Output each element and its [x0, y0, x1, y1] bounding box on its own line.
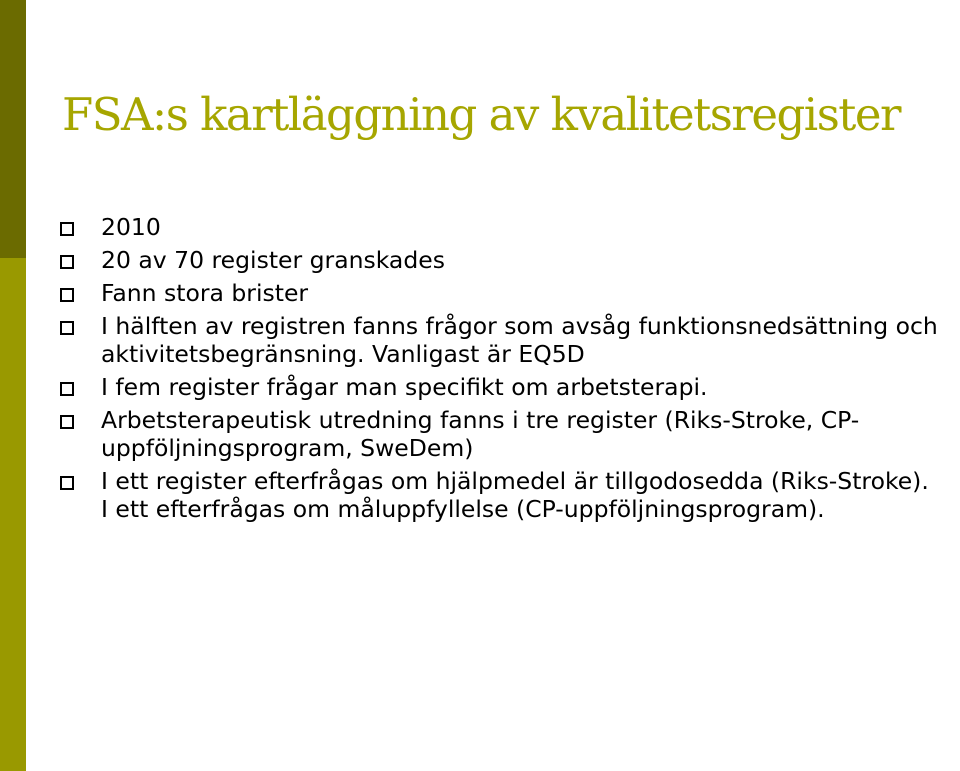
hollow-square-bullet-icon [60, 222, 74, 236]
bullet-item [60, 279, 940, 307]
slide-title: FSA:s kartläggning av kvalitetsregister [62, 88, 901, 141]
bullet-item [60, 246, 940, 274]
bullet-item [60, 467, 940, 523]
bullet-text: Fann stora brister [101, 279, 309, 307]
hollow-square-bullet-icon [60, 476, 74, 490]
bullet-item [60, 312, 940, 368]
bullet-text: I hälften av registren fanns frågor som avsåg funktionsnedsättning och aktivitetsbegränsning. Vanligast är EQ5D [101, 312, 938, 368]
bullet-text: Arbetsterapeutisk utredning fanns i tre register (Riks-Stroke, CP-uppföljningsprogram, SweDem) [101, 406, 860, 462]
bullet-text: I ett register efterfrågas om hjälpmedel är tillgodosedda (Riks-Stroke). I ett efterfrågas om måluppfyllelse (CP-uppföljningsprogram). [101, 467, 929, 523]
hollow-square-bullet-icon [60, 288, 74, 302]
bullet-text: 20 av 70 register granskades [101, 246, 445, 274]
bullet-list [60, 213, 940, 528]
bullet-text: 2010 [101, 213, 161, 241]
bullet-item [60, 406, 940, 462]
sidebar-accent-dark [0, 0, 26, 258]
bullet-text: I fem register frågar man specifikt om arbetsterapi. [101, 373, 708, 401]
sidebar-accent-light [0, 258, 26, 771]
hollow-square-bullet-icon [60, 415, 74, 429]
hollow-square-bullet-icon [60, 382, 74, 396]
bullet-item [60, 213, 940, 241]
hollow-square-bullet-icon [60, 255, 74, 269]
bullet-item [60, 373, 940, 401]
hollow-square-bullet-icon [60, 321, 74, 335]
